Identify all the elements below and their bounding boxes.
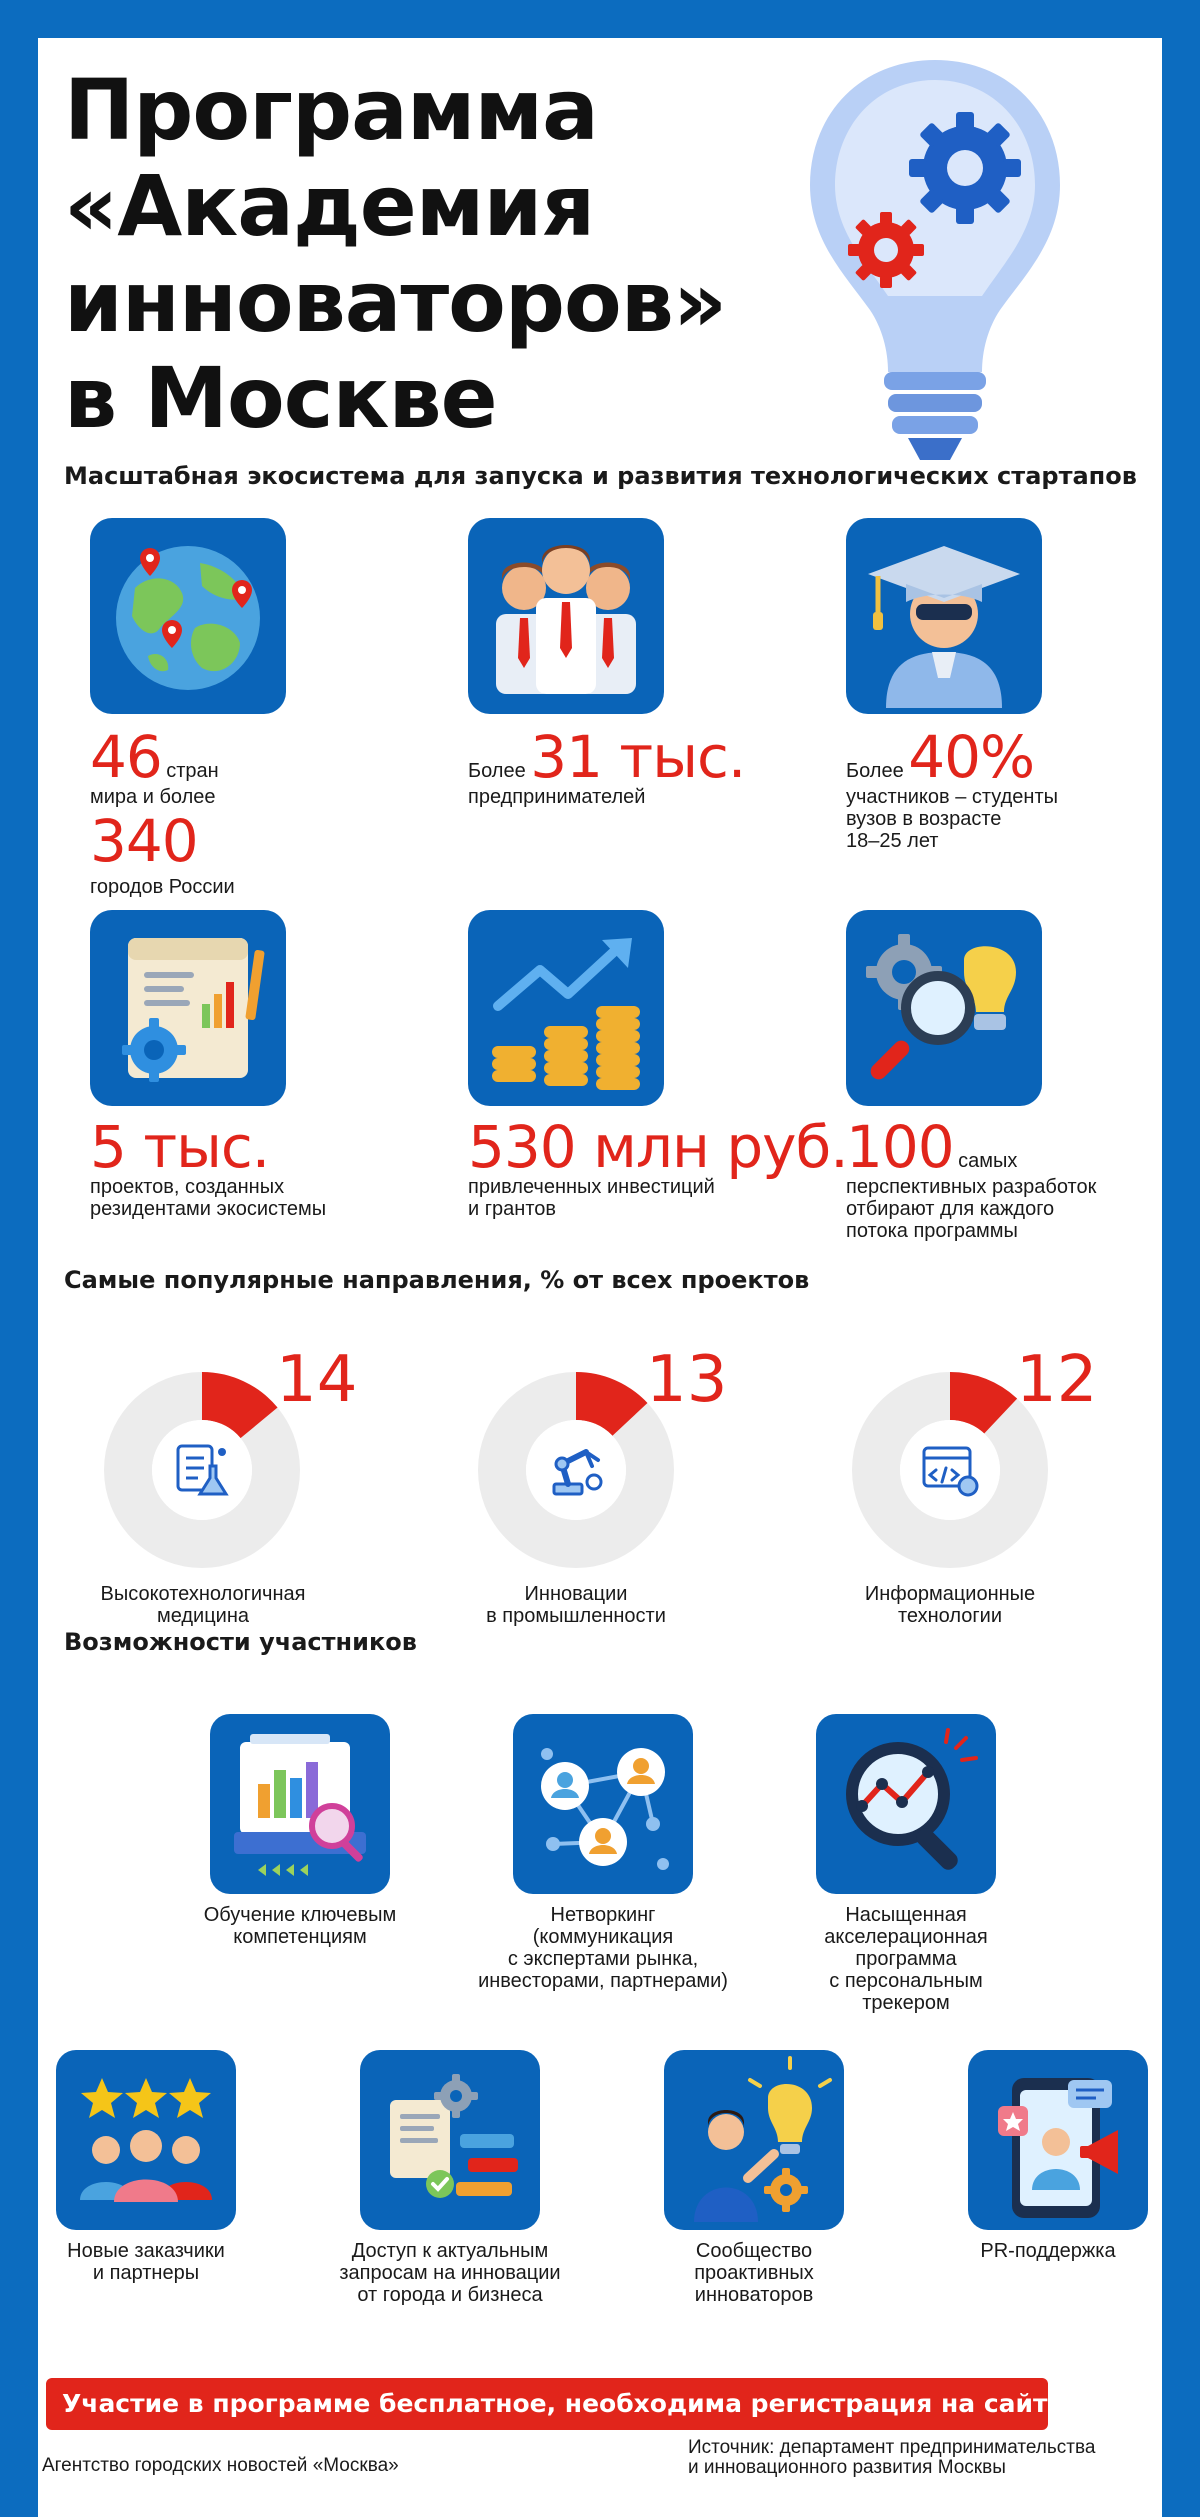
documents-workflow-icon bbox=[360, 2050, 540, 2230]
title-line: инноваторов» bbox=[64, 253, 727, 351]
source-line: Источник: департамент предпринимательства bbox=[688, 2437, 1096, 2458]
label-line: трекером bbox=[862, 1992, 950, 2014]
opportunity-label bbox=[165, 1904, 435, 1948]
opportunity-label bbox=[31, 2240, 261, 2284]
stat-value: 530 млн руб. bbox=[468, 1113, 848, 1181]
stat-value: 5 тыс. bbox=[90, 1113, 270, 1181]
stat-text: и грантов bbox=[468, 1198, 556, 1220]
stat-developments bbox=[846, 1113, 1156, 1242]
popular-label bbox=[825, 1583, 1075, 1627]
free-participation-banner: Участие в программе бесплатное, необходима регистрация на сайте bbox=[46, 2378, 1048, 2430]
label-line: медицина bbox=[156, 1605, 250, 1627]
label-line: Высокотехнологичная bbox=[100, 1583, 306, 1605]
source-line: и инновационного развития Москвы bbox=[688, 2457, 1006, 2478]
label-line: инвесторами, партнерами) bbox=[478, 1970, 728, 1992]
label-line: проактивных bbox=[694, 2262, 814, 2284]
label-line: от города и бизнеса bbox=[357, 2284, 543, 2306]
stat-text: отбирают для каждого bbox=[846, 1198, 1055, 1220]
agency-credit: Агентство городских новостей «Москва» bbox=[42, 2455, 399, 2476]
stat-prefix: Более bbox=[846, 760, 904, 782]
label-line: Информационные bbox=[864, 1583, 1036, 1605]
page-title bbox=[64, 62, 824, 446]
opportunity-label bbox=[943, 2240, 1153, 2262]
label-line: (коммуникация bbox=[532, 1926, 674, 1948]
opportunity-label bbox=[453, 1904, 753, 1992]
stat-entrepreneurs bbox=[468, 723, 828, 808]
label-line: и партнеры bbox=[92, 2262, 200, 2284]
label-line: технологии bbox=[897, 1605, 1002, 1627]
stat-value: 31 тыс. bbox=[530, 723, 746, 791]
stat-text: мира и более bbox=[90, 786, 216, 808]
graduate-student-icon bbox=[846, 518, 1042, 714]
title-line: Программа bbox=[64, 61, 598, 159]
title-line: в Москве bbox=[64, 349, 497, 447]
innovator-lightbulb-icon bbox=[664, 2050, 844, 2230]
stat-investments bbox=[468, 1113, 848, 1220]
label-line: акселерационная bbox=[824, 1926, 988, 1948]
label-line: в промышленности bbox=[486, 1605, 666, 1627]
popular-value: 13 bbox=[646, 1343, 728, 1417]
popular-section-title: Самые популярные направления, % от всех проектов bbox=[64, 1266, 810, 1294]
training-chart-icon bbox=[210, 1714, 390, 1894]
label-line: Обучение ключевым bbox=[203, 1904, 397, 1926]
stat-text: самых bbox=[958, 1150, 1018, 1172]
stat-prefix: Более bbox=[468, 760, 526, 782]
popular-chart bbox=[38, 1318, 1162, 1648]
stat-projects bbox=[90, 1113, 450, 1220]
stat-text: городов России bbox=[90, 876, 235, 898]
opportunity-label bbox=[639, 2240, 869, 2306]
popular-label bbox=[451, 1583, 701, 1627]
globe-pins-icon bbox=[90, 518, 286, 714]
stat-text: проектов, созданных bbox=[90, 1176, 285, 1198]
network-people-icon bbox=[513, 1714, 693, 1894]
stat-text: перспективных разработок bbox=[846, 1176, 1097, 1198]
stat-students bbox=[846, 723, 1176, 852]
stat-value: 340 bbox=[90, 807, 198, 875]
opportunity-label bbox=[320, 2240, 580, 2306]
label-line: Доступ к актуальным bbox=[351, 2240, 549, 2262]
opportunities-section-title: Возможности участников bbox=[64, 1628, 417, 1656]
label-line: с экспертами рынка, bbox=[507, 1948, 699, 1970]
label-line: с персональным bbox=[829, 1970, 983, 1992]
opportunity-label bbox=[781, 1904, 1031, 2014]
stat-text: стран bbox=[166, 760, 219, 782]
magnifier-puzzle-icon bbox=[846, 910, 1042, 1106]
business-people-icon bbox=[468, 518, 664, 714]
page-subtitle: Масштабная экосистема для запуска и развития технологических стартапов bbox=[64, 462, 1137, 490]
label-line: Насыщенная bbox=[845, 1904, 967, 1926]
stat-text: потока программы bbox=[846, 1220, 1018, 1242]
stat-value: 40% bbox=[908, 723, 1035, 791]
label-line: PR-поддержка bbox=[980, 2240, 1116, 2262]
growth-coins-icon bbox=[468, 910, 664, 1106]
label-line: программа bbox=[855, 1948, 957, 1970]
donut-medicine bbox=[102, 1370, 302, 1570]
stat-value: 46 bbox=[90, 723, 162, 791]
label-line: Сообщество bbox=[695, 2240, 813, 2262]
stat-value: 100 bbox=[846, 1113, 954, 1181]
stat-text: 18–25 лет bbox=[846, 830, 939, 852]
popular-value: 12 bbox=[1016, 1343, 1098, 1417]
label-line: Нетворкинг bbox=[550, 1904, 656, 1926]
title-line: «Академия bbox=[64, 157, 595, 255]
infographic-page bbox=[38, 38, 1162, 2517]
label-line: запросам на инновации bbox=[339, 2262, 561, 2284]
smartphone-megaphone-icon bbox=[968, 2050, 1148, 2230]
label-line: инноваторов bbox=[694, 2284, 814, 2306]
documents-gear-icon bbox=[90, 910, 286, 1106]
stat-text: привлеченных инвестиций bbox=[468, 1176, 715, 1198]
label-line: Инновации bbox=[524, 1583, 628, 1605]
source-credit bbox=[688, 2438, 1158, 2478]
stars-customers-icon bbox=[56, 2050, 236, 2230]
label-line: компетенциям bbox=[233, 1926, 367, 1948]
stat-countries bbox=[90, 723, 420, 898]
popular-label bbox=[78, 1583, 328, 1627]
label-line: Новые заказчики bbox=[67, 2240, 225, 2262]
popular-value: 14 bbox=[276, 1343, 358, 1417]
stat-text: участников – студенты bbox=[846, 786, 1058, 808]
lightbulb-gears-icon bbox=[800, 50, 1070, 470]
stat-text: резидентами экосистемы bbox=[90, 1198, 327, 1220]
stat-text: вузов в возрасте bbox=[846, 808, 1002, 830]
magnifier-graph-icon bbox=[816, 1714, 996, 1894]
stat-text: предпринимателей bbox=[468, 786, 646, 808]
